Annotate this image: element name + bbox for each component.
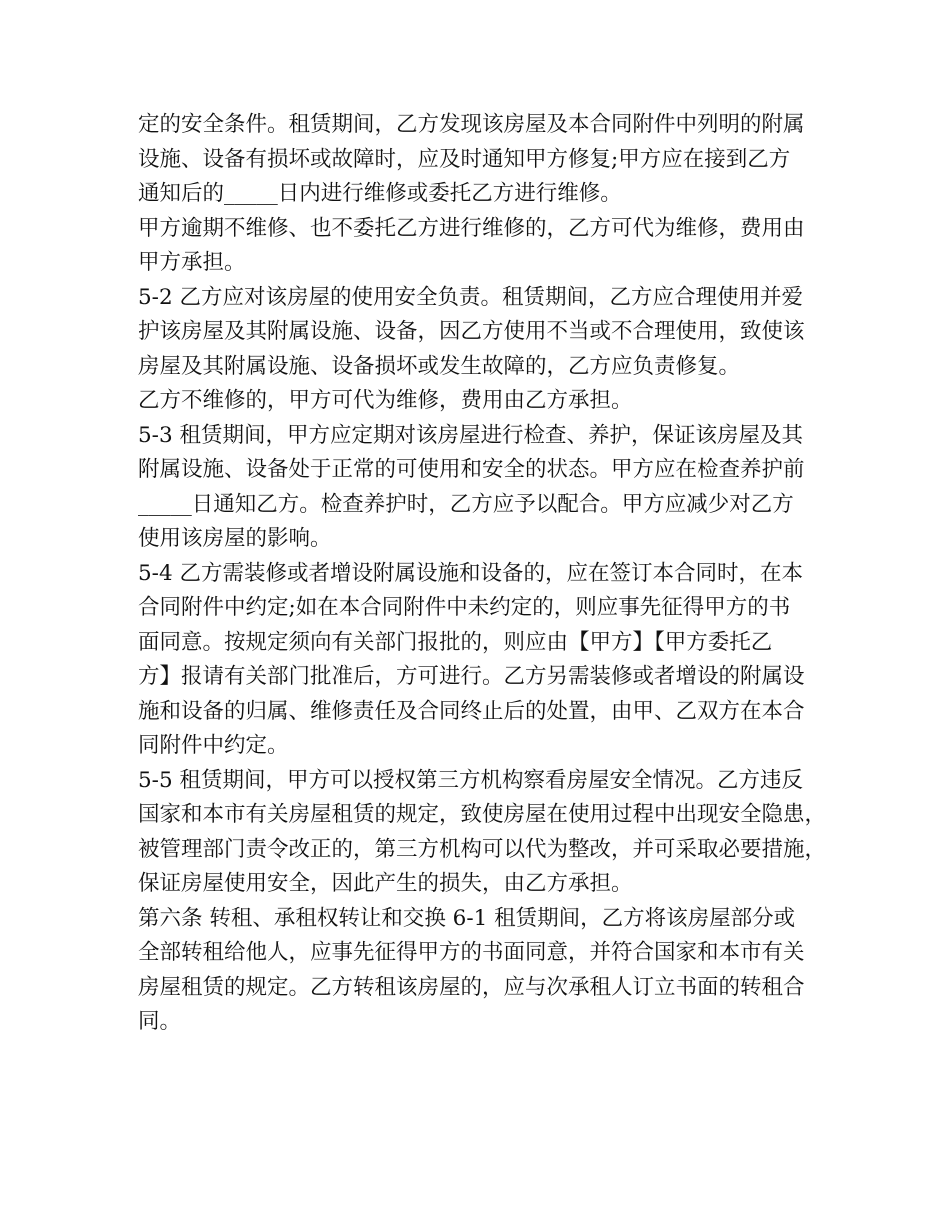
text-line: 房屋及其附属设施、设备损坏或发生故障的，乙方应负责修复。 [138,353,741,379]
paragraph [138,419,818,557]
text-line: 甲方承担。 [138,250,246,275]
text-line: 被管理部门责令改正的，第三方机构可以代为整改，并可采取必要措施， [138,836,827,862]
text-line: 甲方逾期不维修、也不委托乙方进行维修的，乙方可代为维修，费用由 [138,215,805,241]
text-line: 护该房屋及其附属设施、设备，因乙方使用不当或不合理使用，致使该 [138,319,805,344]
text-line: 设施、设备有损坏或故障时，应及时通知甲方修复;甲方应在接到乙方 [138,146,791,172]
text-line: 合同附件中约定;如在本合同附件中未约定的，则应事先征得甲方的书 [138,595,791,620]
text-line: 5-5 租赁期间，甲方可以授权第三方机构察看房屋安全情况。乙方违反 [138,767,803,793]
text-line: 同。 [138,1009,182,1034]
paragraph [138,108,818,212]
text-line: 通知后的_____日内进行维修或委托乙方进行维修。 [138,181,622,206]
text-line: 第六条 转租、承租权转让和交换 6-1 租赁期间，乙方将该房屋部分或 [138,905,796,931]
text-line: 国家和本市有关房屋租赁的规定，致使房屋在使用过程中出现安全隐患， [138,802,827,827]
text-line: _____日通知乙方。检查养护时，乙方应予以配合。甲方应减少对乙方 [138,491,794,517]
document-body [138,108,827,1040]
text-line: 房屋租赁的规定。乙方转租该房屋的，应与次承租人订立书面的转租合 [138,974,805,1000]
paragraph [138,212,818,281]
text-line: 5-4 乙方需装修或者增设附属设施和设备的，应在签订本合同时，在本 [138,560,803,586]
text-line: 施和设备的归属、维修责任及合同终止后的处置，由甲、乙双方在本合 [138,698,805,724]
text-line: 面同意。按规定须向有关部门报批的，则应由【甲方】【甲方委托乙 [138,629,773,655]
paragraph [138,764,827,902]
text-line: 方】报请有关部门批准后，方可进行。乙方另需装修或者增设的附属设 [138,664,805,689]
text-line: 定的安全条件。租赁期间，乙方发现该房屋及本合同附件中列明的附属 [138,112,805,137]
text-line: 5-3 租赁期间，甲方应定期对该房屋进行检查、养护，保证该房屋及其 [138,422,803,448]
text-line: 5-2 乙方应对该房屋的使用安全负责。租赁期间，乙方应合理使用并爱 [138,284,803,310]
paragraph [138,281,818,385]
paragraph [138,557,818,764]
text-line: 附属设施、设备处于正常的可使用和安全的状态。甲方应在检查养护前 [138,457,805,482]
text-line: 同附件中约定。 [138,733,289,758]
text-line: 全部转租给他人，应事先征得甲方的书面同意，并符合国家和本市有关 [138,940,805,965]
text-line: 保证房屋使用安全，因此产生的损失，由乙方承担。 [138,871,633,896]
paragraph [138,384,818,419]
text-line: 乙方不维修的，甲方可代为维修，费用由乙方承担。 [138,388,633,413]
paragraph [138,902,818,1040]
text-line: 使用该房屋的影响。 [138,526,332,551]
